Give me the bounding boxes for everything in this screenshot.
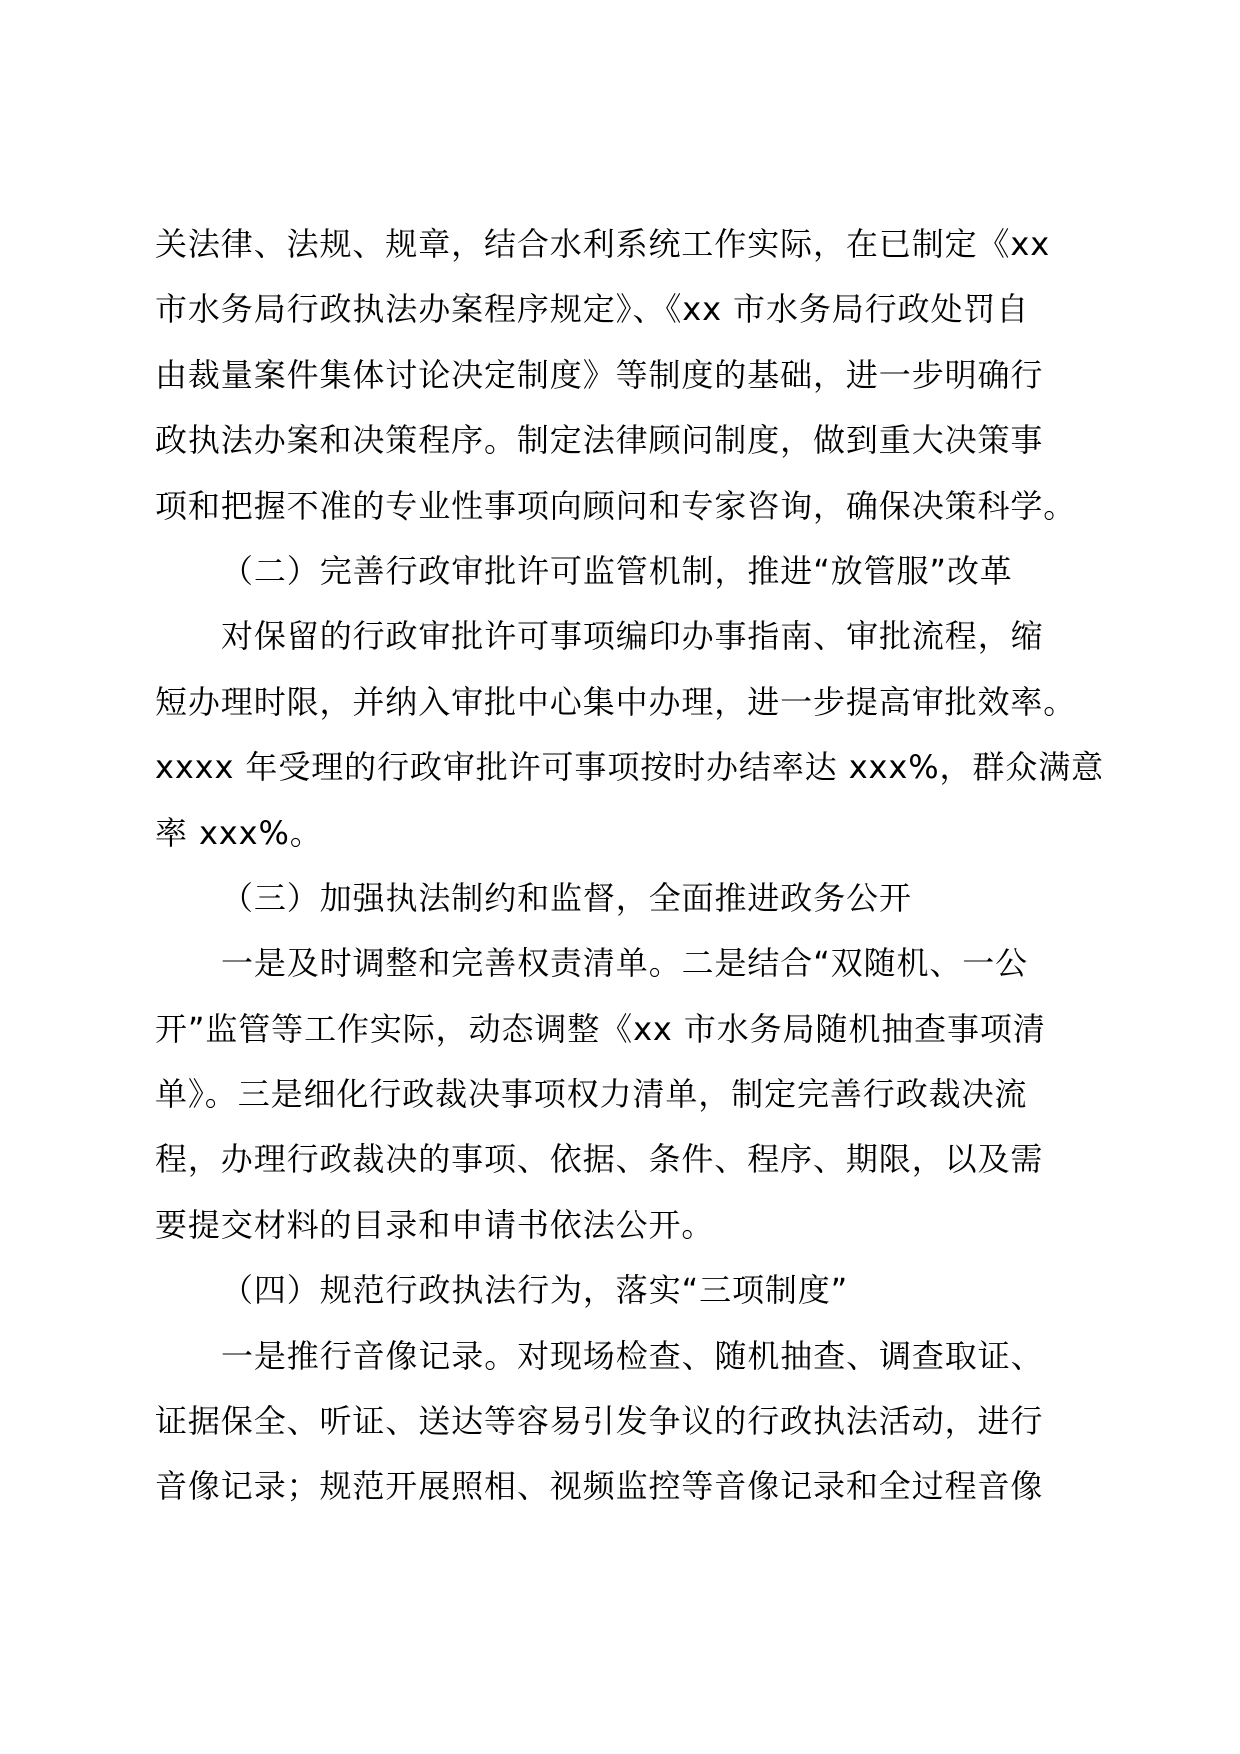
text-line: 要提交材料的目录和申请书依法公开。 (155, 1205, 715, 1244)
text-line: 由裁量案件集体讨论决定制度》等制度的基础，进一步明确行 (155, 355, 1044, 394)
text-line: 关法律、法规、规章，结合水利系统工作实际，在已制定《xx (155, 225, 1051, 263)
paragraph-first-line: （三）加强执法制约和监督，全面推进政务公开 (221, 878, 912, 917)
text-line: 项和把握不准的专业性事项向顾问和专家咨询，确保决策科学。 (155, 486, 1077, 525)
paragraph-first-line: （二）完善行政审批许可监管机制，推进“放管服”改革 (221, 551, 1013, 590)
text-line: 率 xxx%。 (155, 813, 323, 852)
text-line: 音像记录；规范开展照相、视频监控等音像记录和全过程音像 (155, 1467, 1044, 1506)
paragraph-first-line: 一是及时调整和完善权责清单。二是结合“双随机、一公 (221, 944, 1029, 983)
paragraph-first-line: 一是推行音像记录。对现场检查、随机抽查、调查取证、 (221, 1336, 1044, 1375)
document-page (155, 212, 1105, 1520)
text-line: 市水务局行政执法办案程序规定》、《xx 市水务局行政处罚自 (155, 290, 1030, 329)
paragraph-first-line: 对保留的行政审批许可事项编印办事指南、审批流程，缩 (221, 617, 1044, 656)
text-line: 开”监管等工作实际，动态调整《xx 市水务局随机抽查事项清 (155, 1009, 1046, 1048)
text-line: 单》。三是细化行政裁决事项权力清单，制定完善行政裁决流 (155, 1075, 1028, 1114)
text-line: 证据保全、听证、送达等容易引发争议的行政执法活动，进行 (155, 1402, 1044, 1441)
text-line: 短办理时限，并纳入审批中心集中办理，进一步提高审批效率。 (155, 682, 1077, 721)
paragraph-first-line: （四）规范行政执法行为，落实“三项制度” (221, 1271, 849, 1310)
text-line: xxxx 年受理的行政审批许可事项按时办结率达 xxx%，群众满意 (155, 748, 1105, 787)
text-line: 政执法办案和决策程序。制定法律顾问制度，做到重大决策事 (155, 421, 1044, 460)
text-line: 程，办理行政裁决的事项、依据、条件、程序、期限，以及需 (155, 1140, 1044, 1179)
